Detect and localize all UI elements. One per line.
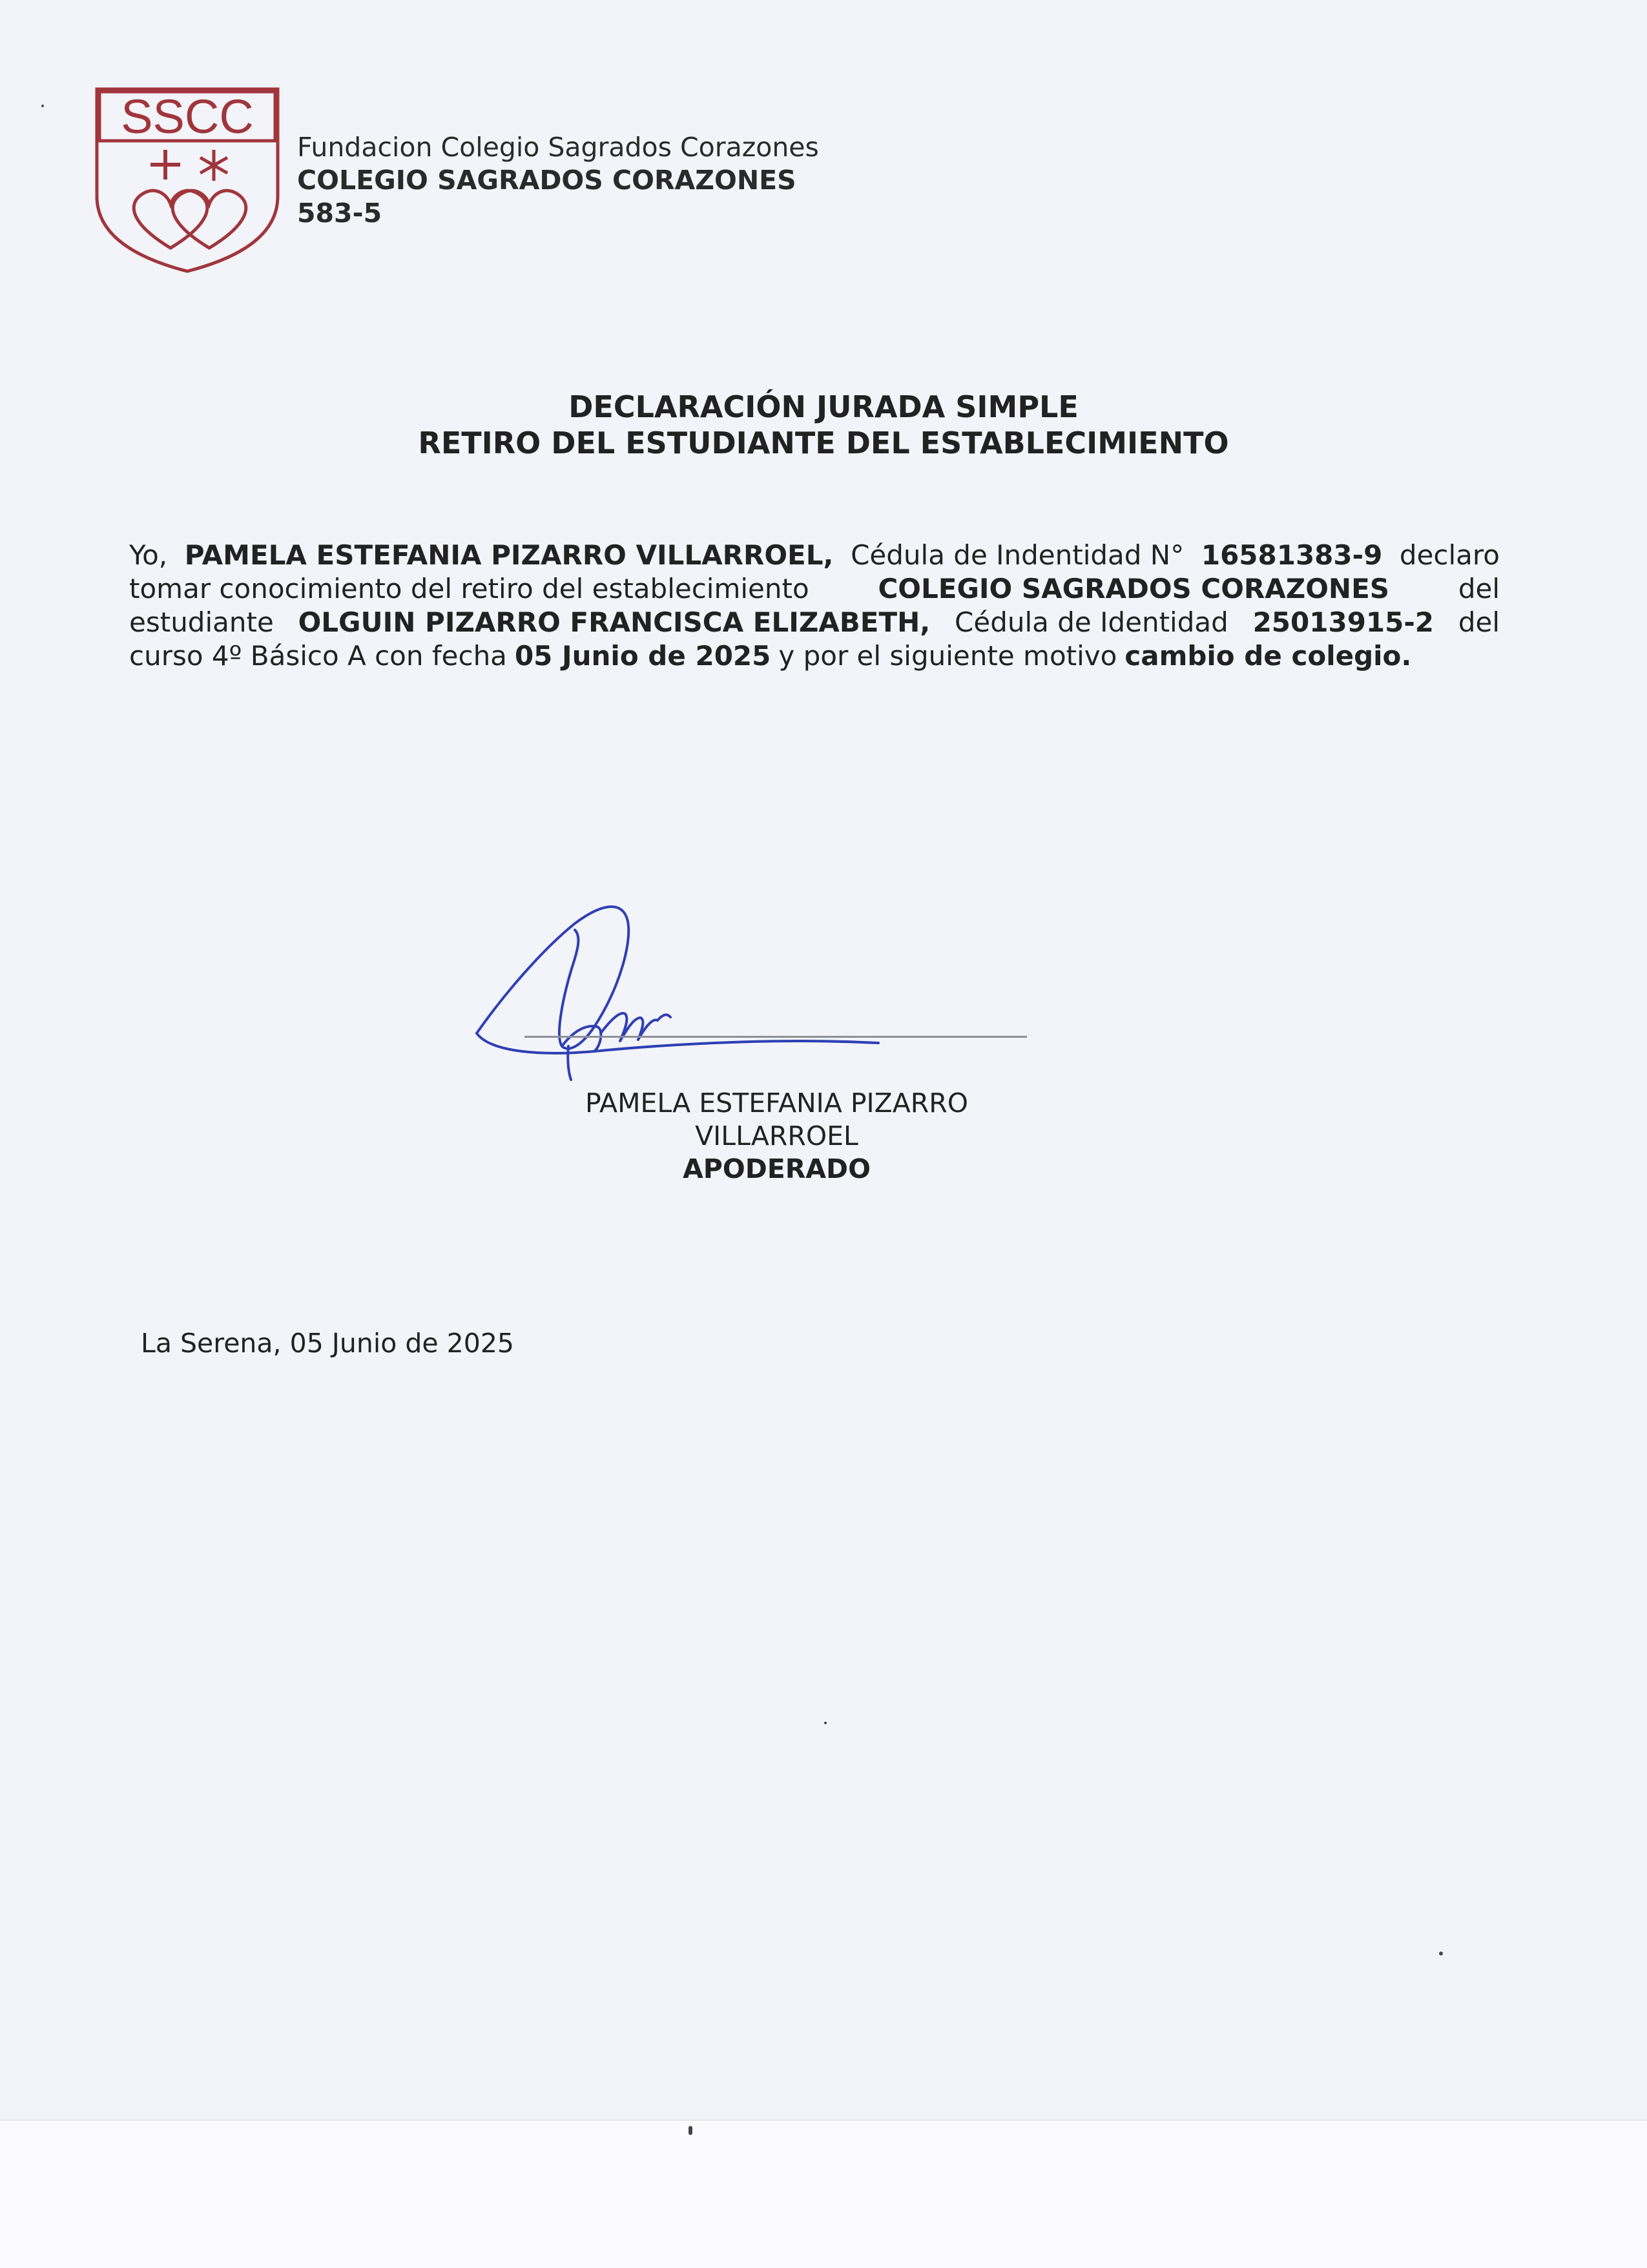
school-logo xyxy=(94,87,280,274)
title-line-2: RETIRO DEL ESTUDIANTE DEL ESTABLECIMIENTO xyxy=(418,426,1229,460)
paragraph-line: curso 4º Básico A con fecha 05 Junio de 2025 y por el siguiente motivo cambio de colegio. xyxy=(129,640,1412,672)
signer-name-line-2: VILLARROEL xyxy=(695,1120,858,1151)
withdrawal-date: 05 Junio de 2025 xyxy=(514,640,771,672)
school-code: 583-5 xyxy=(297,198,382,229)
paragraph-line: estudiante OLGUIN PIZARRO FRANCISCA ELIZABETH, Cédula de Identidad 25013915-2 del xyxy=(129,606,1500,638)
student-id: 25013915-2 xyxy=(1252,606,1435,638)
logo-text: SSCC xyxy=(121,90,254,143)
scan-speck xyxy=(1439,1952,1443,1955)
handwritten-signature xyxy=(465,840,904,1085)
title-line-1: DECLARACIÓN JURADA SIMPLE xyxy=(568,389,1079,424)
letterhead xyxy=(297,131,819,230)
guardian-name: PAMELA ESTEFANIA PIZARRO VILLARROEL, xyxy=(184,539,834,571)
document-title xyxy=(0,389,1647,461)
signer-name-line-1: PAMELA ESTEFANIA PIZARRO xyxy=(585,1088,969,1119)
school-name-inline: COLEGIO SAGRADOS CORAZONES xyxy=(878,573,1390,604)
guardian-id: 16581383-9 xyxy=(1201,539,1383,571)
foundation-name: Fundacion Colegio Sagrados Corazones xyxy=(297,132,819,163)
scan-margin xyxy=(0,2119,1647,2268)
student-name: OLGUIN PIZARRO FRANCISCA ELIZABETH, xyxy=(298,606,931,638)
paragraph-line: Yo, PAMELA ESTEFANIA PIZARRO VILLARROEL, Cédula de Indentidad N° 16581383-9 declaro xyxy=(129,539,1500,571)
scan-speck xyxy=(689,2126,692,2135)
scan-speck xyxy=(824,1722,827,1724)
scan-speck xyxy=(41,105,44,107)
withdrawal-reason: cambio de colegio. xyxy=(1124,640,1412,672)
place-and-date: La Serena, 05 Junio de 2025 xyxy=(141,1328,515,1359)
signer-block xyxy=(0,1087,1553,1186)
signer-role: APODERADO xyxy=(683,1153,871,1184)
asterisk-icon xyxy=(200,150,227,181)
signature-line xyxy=(524,1036,1027,1038)
paragraph-line: tomar conocimiento del retiro del establecimiento COLEGIO SAGRADOS CORAZONES del xyxy=(129,573,1500,604)
school-name: COLEGIO SAGRADOS CORAZONES xyxy=(297,165,796,196)
declaration-paragraph xyxy=(129,539,1500,673)
